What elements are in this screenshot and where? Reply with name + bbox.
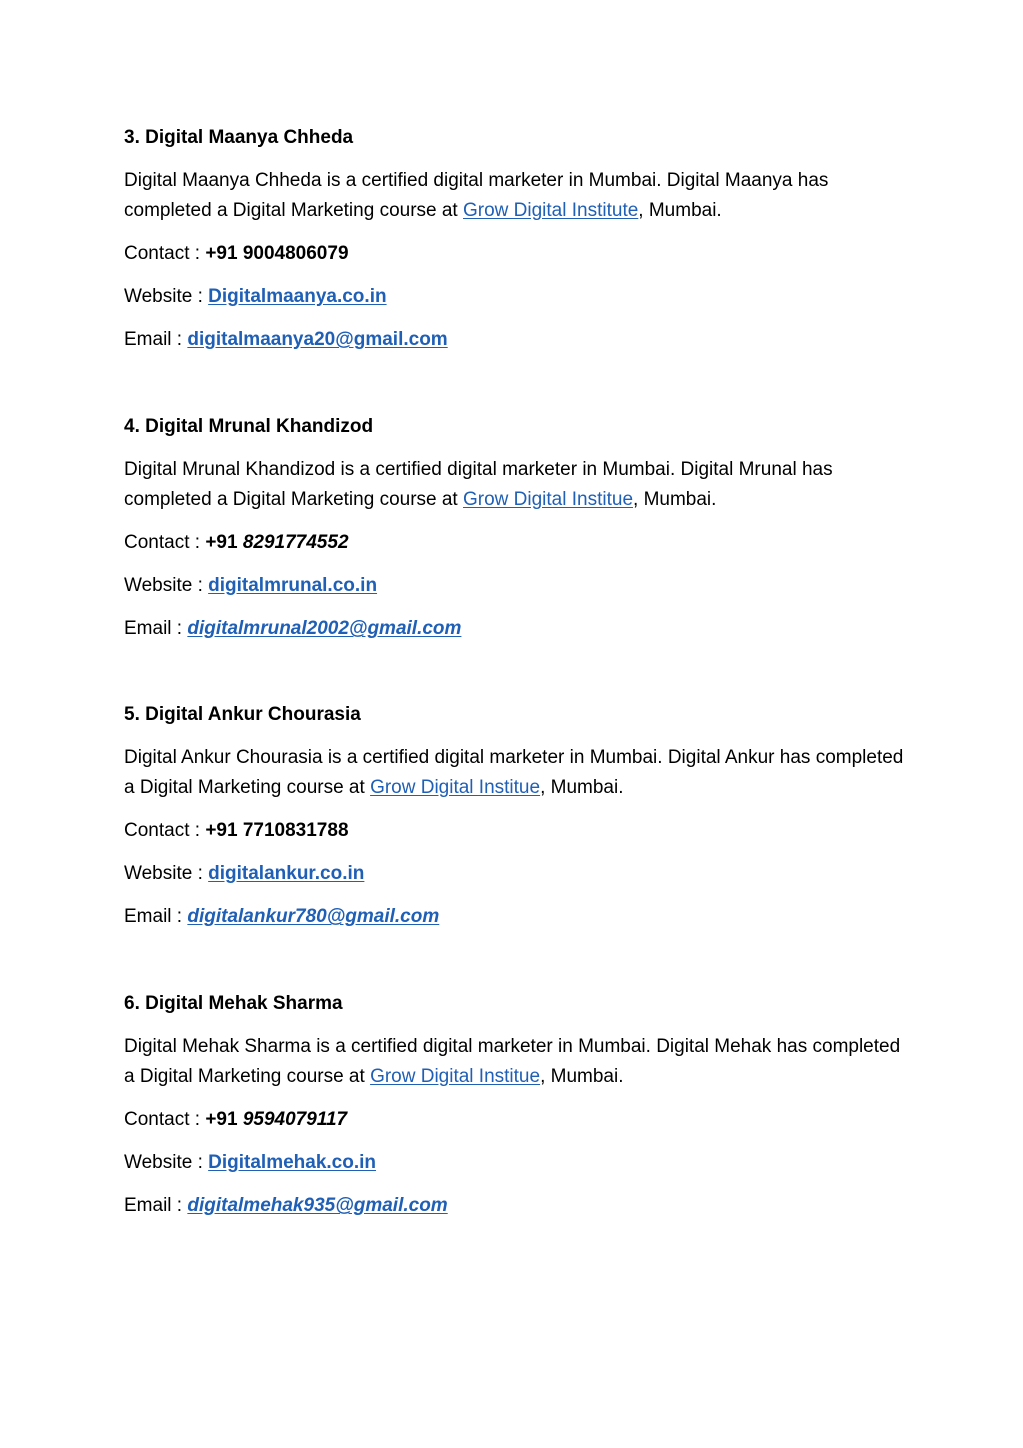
email-label: Email : [124, 329, 188, 350]
email-link[interactable]: digitalmrunal2002@gmail.com [187, 618, 462, 639]
email-label: Email : [124, 906, 188, 927]
description-suffix: , Mumbai. [540, 1066, 624, 1087]
description-text: Digital Maanya Chheda is a certified digital marketer in Mumbai. Digital Maanya has completed a Digital Marketing course at [124, 170, 829, 221]
website-link[interactable]: digitalankur.co.in [208, 863, 365, 884]
email-line [124, 902, 439, 932]
website-line [124, 282, 387, 312]
contact-label: Contact : [124, 820, 206, 841]
description-suffix: , Mumbai. [638, 200, 722, 221]
contact-line [124, 816, 349, 846]
entry-heading: 3. Digital Maanya Chheda [124, 127, 354, 148]
website-line [124, 1148, 376, 1178]
email-link[interactable]: digitalmaanya20@gmail.com [187, 329, 448, 350]
website-link[interactable]: digitalmrunal.co.in [208, 575, 378, 596]
website-label: Website : [124, 1152, 209, 1173]
contact-line [124, 528, 349, 558]
contact-label: Contact : [124, 1109, 206, 1130]
website-link[interactable]: Digitalmehak.co.in [208, 1152, 377, 1173]
description-suffix: , Mumbai. [540, 777, 624, 798]
entry-heading: 6. Digital Mehak Sharma [124, 993, 343, 1014]
website-link[interactable]: Digitalmaanya.co.in [208, 286, 387, 307]
contact-number: 9004806079 [242, 243, 349, 264]
entry-description [124, 455, 914, 515]
website-line [124, 571, 377, 601]
institute-link[interactable]: Grow Digital Institue [370, 1066, 541, 1087]
entry-description [124, 743, 914, 803]
description-suffix: , Mumbai. [633, 489, 717, 510]
contact-number: 9594079117 [242, 1109, 348, 1130]
entry-heading: 5. Digital Ankur Chourasia [124, 704, 361, 725]
contact-label: Contact : [124, 243, 206, 264]
website-label: Website : [124, 863, 209, 884]
contact-prefix: +91 [205, 532, 243, 553]
contact-prefix: +91 [205, 820, 243, 841]
email-label: Email : [124, 1195, 188, 1216]
institute-link[interactable]: Grow Digital Institue [463, 489, 634, 510]
institute-link[interactable]: Grow Digital Institue [370, 777, 541, 798]
description-text: Digital Ankur Chourasia is a certified digital marketer in Mumbai. Digital Ankur has completed a Digital Marketing course at [124, 747, 904, 798]
contact-number: 8291774552 [242, 532, 349, 553]
email-line [124, 1191, 448, 1221]
contact-prefix: +91 [205, 243, 243, 264]
email-link[interactable]: digitalankur780@gmail.com [187, 906, 440, 927]
contact-line [124, 1105, 347, 1135]
institute-link[interactable]: Grow Digital Institute [463, 200, 639, 221]
contact-prefix: +91 [205, 1109, 243, 1130]
contact-label: Contact : [124, 532, 206, 553]
entry-description [124, 1032, 914, 1092]
website-label: Website : [124, 575, 209, 596]
contact-line [124, 239, 349, 269]
website-label: Website : [124, 286, 209, 307]
description-text: Digital Mrunal Khandizod is a certified digital marketer in Mumbai. Digital Mrunal has completed a Digital Marketing course at [124, 459, 833, 510]
email-line [124, 614, 461, 644]
website-line [124, 859, 364, 889]
contact-number: 7710831788 [242, 820, 349, 841]
email-line [124, 325, 448, 355]
entry-description [124, 166, 914, 226]
email-link[interactable]: digitalmehak935@gmail.com [187, 1195, 448, 1216]
entry-heading: 4. Digital Mrunal Khandizod [124, 416, 374, 437]
description-text: Digital Mehak Sharma is a certified digital marketer in Mumbai. Digital Mehak has completed a Digital Marketing course at [124, 1036, 901, 1087]
email-label: Email : [124, 618, 188, 639]
